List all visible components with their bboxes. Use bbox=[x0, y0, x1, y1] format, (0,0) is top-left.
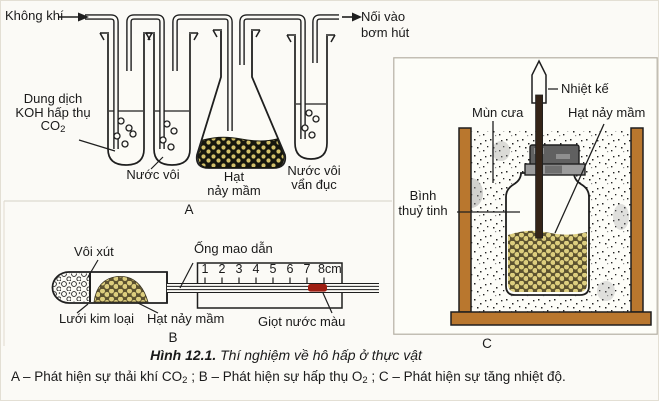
ruler-tick-label: 7 bbox=[303, 262, 311, 276]
figure-caption-title: Hình 12.1. Thí nghiệm về hô hấp ở thực vật bbox=[150, 347, 422, 363]
stopper bbox=[525, 145, 585, 175]
bottle-label: Bình thuỷ tinh bbox=[398, 188, 448, 218]
pump-label: Nối vào bơm hút bbox=[361, 9, 410, 40]
ruler-tick-label: 1 bbox=[201, 262, 209, 276]
soda-lime-label: Vôi xút bbox=[74, 244, 114, 259]
figure-caption-description: A – Phát hiện sự thải khí $CO_2$ ; B – Phát hiện sự hấp thụ $O_2$ ; C – Phát hiện sự tăng nhiệt độ. bbox=[11, 369, 566, 386]
cloudy-limewater-label: Nước vôi vẩn đục bbox=[287, 163, 341, 192]
panel-b-id: B bbox=[168, 330, 178, 345]
ruler-end-label: 8cm bbox=[318, 262, 342, 276]
seeds-label-c: Hạt nảy mầm bbox=[568, 105, 646, 120]
colored-water-drop bbox=[308, 284, 327, 292]
mesh-label: Lưới kim loại bbox=[59, 311, 135, 326]
air-label: Không khí bbox=[5, 8, 64, 23]
capillary-label: Ống mao dẫn bbox=[194, 241, 273, 256]
seeds-label-b: Hạt nảy mầm bbox=[147, 311, 225, 326]
bottle-seeds bbox=[508, 231, 587, 292]
ruler-tick-label: 3 bbox=[235, 262, 243, 276]
koh-label: Dung dịch KOH hấp thụ $CO_2$ bbox=[15, 91, 91, 135]
test-tube-cloudy-limewater bbox=[295, 36, 327, 159]
flask-seeds bbox=[198, 137, 284, 167]
ruler-tick-label: 6 bbox=[286, 262, 294, 276]
seeds-label-a: Hạt nảy mầm bbox=[207, 169, 261, 198]
panel-c-id: C bbox=[482, 336, 492, 351]
pump-out-arrow-icon bbox=[342, 13, 362, 22]
ruler-tick-marks bbox=[205, 278, 324, 284]
ruler-tick-label: 5 bbox=[269, 262, 277, 276]
thermometer-label: Nhiệt kế bbox=[561, 81, 609, 96]
drop-label: Giọt nước màu bbox=[258, 314, 346, 329]
ruler-tick-label: 2 bbox=[218, 262, 226, 276]
limewater-label: Nước vôi bbox=[126, 167, 180, 182]
soda-lime-fill bbox=[54, 274, 90, 302]
sawdust-label: Mùn cưa bbox=[472, 105, 524, 120]
panel-a-id: A bbox=[184, 202, 194, 217]
capillary-clearing bbox=[167, 283, 379, 292]
ruler-tick-label: 4 bbox=[252, 262, 260, 276]
